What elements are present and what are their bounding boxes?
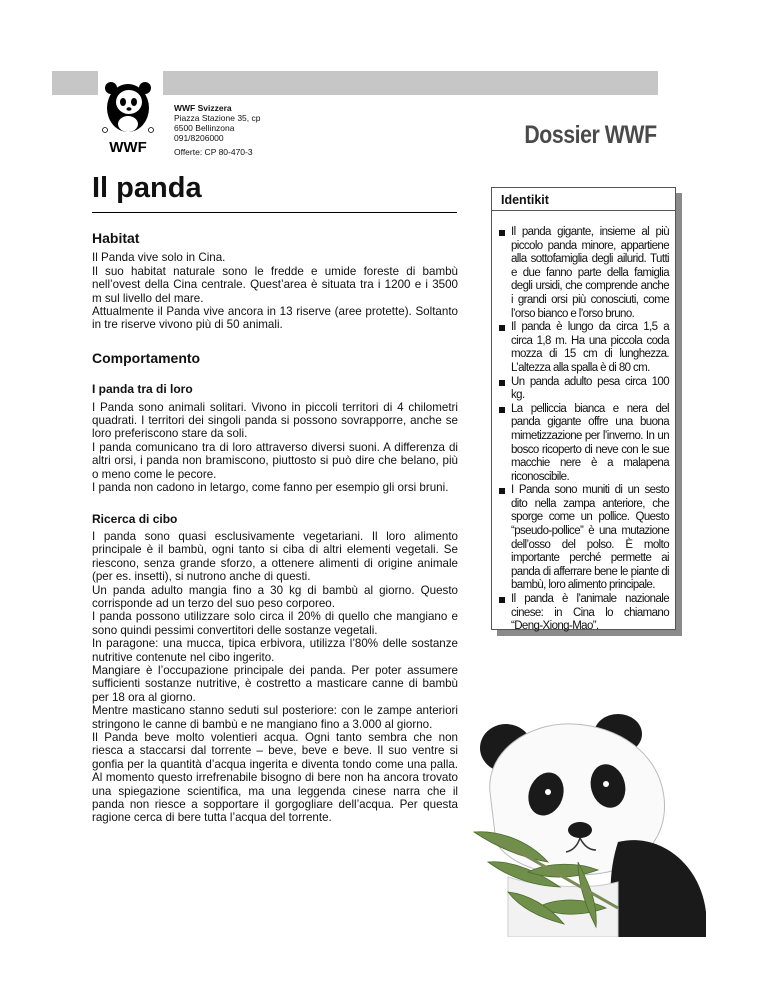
logo-text: WWF (109, 139, 147, 156)
paragraph: I panda sono quasi esclusivamente vegetariani. Il loro alimento principale è il bambù, ogni tanto si ciba di altri elementi vegetali. Se riescono, senza grande sforzo, a ottenere alimenti di origine animale (per es. insetti), si nutrono anche di questi. (92, 529, 458, 584)
header-bar-right (163, 71, 658, 95)
list-item: Il panda è lungo da circa 1,5 a circa 1,8 m. Ha una piccola coda mozza di 15 cm di lunghezza. L’altezza alla spalla è di 80 cm. (497, 321, 669, 375)
subsection-heading: I panda tra di loro (92, 382, 193, 397)
header-bar-left (52, 71, 98, 95)
paragraph: Il Panda beve molto volentieri acqua. Ogni tanto sembra che non riesca a staccarsi dal torrente – beve, beve e beve. Il suo ventre si gonfia per la quantità d’acqua ingerita e diventa tondo come una palla. Al momento questo irrefrenabile bisogno di bere non ha ancora trovato una spiegazione scientifica, ma una leggenda cinese narra che il panda non riesce a sopportare il gorgogliare dell’acqua. Per questa ragione cerca di bere tutta l’acqua del torrente. (92, 731, 458, 825)
section-heading: Comportamento (92, 349, 201, 366)
list-item: Un panda adulto pesa circa 100 kg. (497, 376, 669, 403)
list-item: Il panda è l’animale nazionale cinese: in Cina lo chiamano “Deng-Xiong-Mao”. (497, 593, 669, 634)
dossier-title: Dossier WWF (524, 121, 657, 149)
subsection-heading: Ricerca di cibo (92, 511, 178, 526)
paragraph: Il suo habitat naturale sono le fredde e umide foreste di bambù nell’ovest della Cina centrale. Quest’area è situata tra i 1200 e i 3500 m sul livello del mare. (92, 264, 458, 305)
title-divider (92, 212, 457, 213)
paragraph: I panda comunicano tra di loro attraverso diversi suoni. A differenza di altri orsi, i panda non bramiscono, piuttosto si può dire che belano, più o meno come le pecore. (92, 440, 458, 481)
identikit-list (497, 226, 669, 634)
paragraph: Attualmente il Panda vive ancora in 13 riserve (aree protette). Soltanto in tre riserve vivono più di 50 animali. (92, 305, 458, 332)
paragraph: Un panda adulto mangia fino a 30 kg di bambù al giorno. Questo corrisponde ad un terzo del suo peso corporeo. (92, 583, 458, 610)
paragraph: Mangiare è l’occupazione principale dei panda. Per poter assumere sufficienti sostanze nutritive, è costretto a masticare canne di bambù per 18 ora al giorno. (92, 663, 458, 704)
address-block (174, 103, 260, 143)
subsection-cibo (92, 513, 458, 825)
section-heading: Habitat (92, 230, 140, 246)
panda-illustration (468, 712, 710, 937)
donations-account: Offerte: CP 80-470-3 (174, 147, 253, 157)
section-habitat (92, 232, 458, 332)
address-line: Piazza Stazione 35, cp (174, 113, 261, 123)
page-title: Il panda (92, 172, 202, 204)
paragraph: I panda non cadono in letargo, come fanno per esempio gli orsi bruni. (92, 481, 449, 495)
org-name: WWF Svizzera (174, 103, 232, 113)
paragraph: Mentre masticano stanno seduti sul posteriore: con le zampe anteriori stringono le canne di bambù e ne mangiano fino a 3.000 al giorno. (92, 704, 458, 731)
paragraph: I Panda sono animali solitari. Vivono in piccoli territori di 4 chilometri quadrati. I territori dei singoli panda si possono sovrapporre, anche se loro preferiscono stare da soli. (92, 400, 458, 441)
list-item: La pelliccia bianca e nera del panda gigante offre una buona mimetizzazione per l’inverno. In un bosco ricoperto di neve con le sue macchie nere è a malapena riconoscibile. (497, 403, 669, 485)
list-item: I Panda sono muniti di un sesto dito nella zampa anteriore, che sporge come un pollice. Questo “pseudo-pollice” è una mutazione dell’osso del polso. È molto importante perché permette ai panda di afferrare bene le piante di bambù, loro alimento principale. (497, 484, 669, 593)
section-comportamento (92, 349, 458, 825)
identikit-heading: Identikit (491, 187, 676, 211)
main-column (92, 232, 458, 825)
wwf-panda-logo (98, 80, 158, 156)
address-line: 091/8206000 (174, 133, 224, 143)
paragraph: In paragone: una mucca, tipica erbivora, utilizza l’80% delle sostanze nutritive contenute nel cibo ingerito. (92, 637, 458, 664)
address-line: 6500 Bellinzona (174, 123, 235, 133)
paragraph: Il Panda vive solo in Cina. (92, 251, 226, 265)
list-item: Il panda gigante, insieme al più piccolo panda minore, appartiene alla sottofamiglia degli ailurid. Tutti e due fanno parte della famiglia degli ursidi, che comprende anche i grandi orsi più conosciuti, come l’orso bianco e l’orso bruno. (497, 226, 669, 321)
paragraph: I panda possono utilizzare solo circa il 20% di quello che mangiano e sono quindi pessimi convertitori delle sostanze vegetali. (92, 610, 458, 637)
